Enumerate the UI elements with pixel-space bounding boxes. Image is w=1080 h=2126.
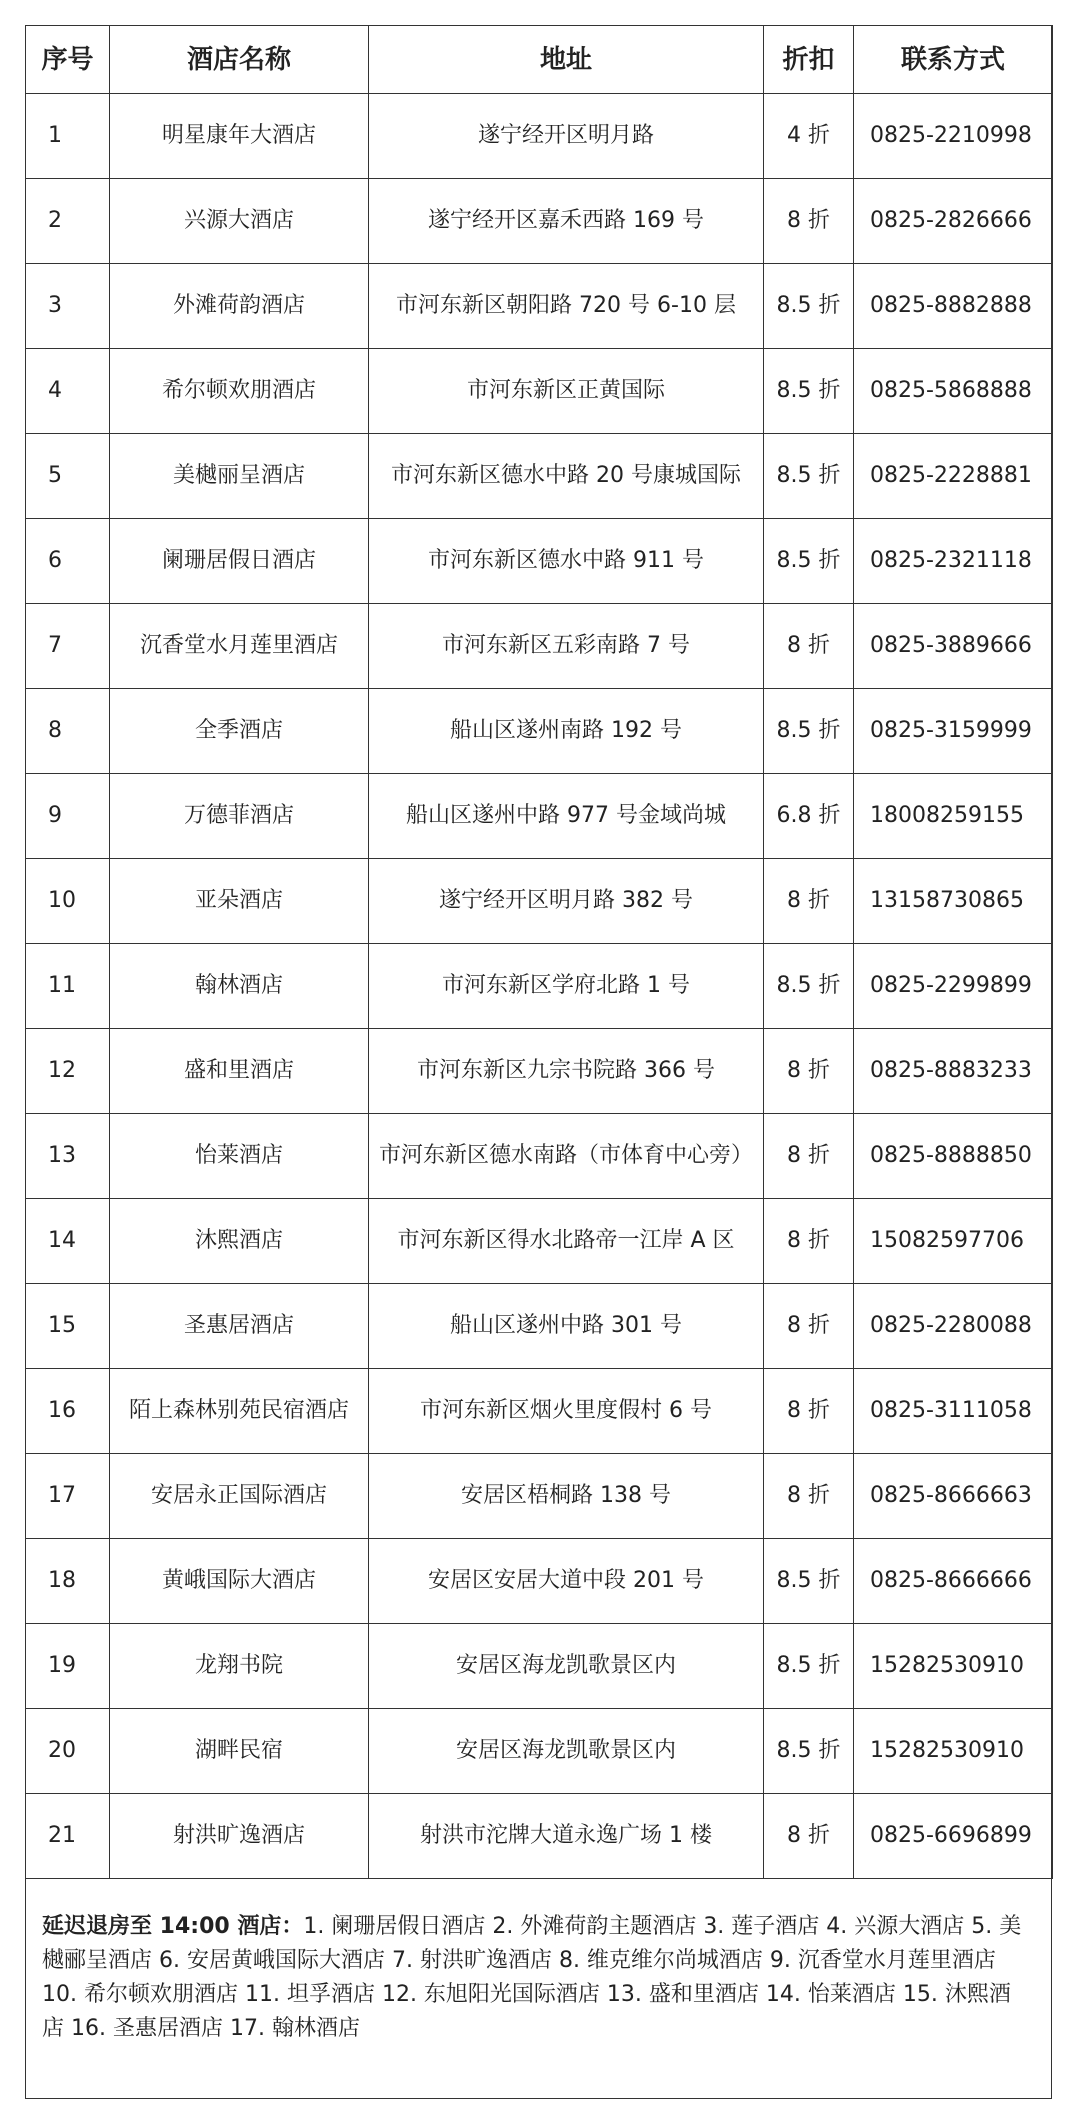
cell-address: 市河东新区烟火里度假村 6 号 <box>369 1369 764 1454</box>
cell-index: 15 <box>26 1284 110 1369</box>
cell-contact: 0825-8666666 <box>854 1539 1053 1624</box>
cell-hotel-name: 亚朵酒店 <box>110 859 369 944</box>
cell-contact: 15282530910 <box>854 1624 1053 1709</box>
header-hotel-name: 酒店名称 <box>110 26 369 94</box>
cell-contact: 0825-2210998 <box>854 94 1053 179</box>
table-row <box>26 1369 1053 1454</box>
cell-address: 市河东新区德水中路 20 号康城国际 <box>369 434 764 519</box>
table-row <box>26 519 1053 604</box>
cell-discount: 8 折 <box>764 1114 854 1199</box>
cell-index: 20 <box>26 1709 110 1794</box>
table-row <box>26 349 1053 434</box>
cell-index: 9 <box>26 774 110 859</box>
cell-address: 市河东新区学府北路 1 号 <box>369 944 764 1029</box>
table-row <box>26 1454 1053 1539</box>
cell-discount: 6.8 折 <box>764 774 854 859</box>
cell-contact: 0825-2826666 <box>854 179 1053 264</box>
cell-index: 17 <box>26 1454 110 1539</box>
cell-index: 12 <box>26 1029 110 1114</box>
cell-discount: 8.5 折 <box>764 349 854 434</box>
table-row <box>26 179 1053 264</box>
late-checkout-note <box>42 1910 1032 2046</box>
cell-index: 4 <box>26 349 110 434</box>
cell-contact: 0825-8888850 <box>854 1114 1053 1199</box>
cell-contact: 0825-2299899 <box>854 944 1053 1029</box>
cell-index: 16 <box>26 1369 110 1454</box>
cell-address: 市河东新区正黄国际 <box>369 349 764 434</box>
table-row <box>26 1539 1053 1624</box>
cell-address: 市河东新区得水北路帝一江岸 A 区 <box>369 1199 764 1284</box>
header-discount: 折扣 <box>764 26 854 94</box>
cell-contact: 0825-2228881 <box>854 434 1053 519</box>
cell-hotel-name: 安居永正国际酒店 <box>110 1454 369 1539</box>
cell-hotel-name: 龙翔书院 <box>110 1624 369 1709</box>
cell-hotel-name: 美樾丽呈酒店 <box>110 434 369 519</box>
cell-hotel-name: 阑珊居假日酒店 <box>110 519 369 604</box>
cell-address: 射洪市沱牌大道永逸广场 1 楼 <box>369 1794 764 1879</box>
cell-hotel-name: 翰林酒店 <box>110 944 369 1029</box>
cell-discount: 4 折 <box>764 94 854 179</box>
cell-discount: 8.5 折 <box>764 944 854 1029</box>
cell-discount: 8.5 折 <box>764 689 854 774</box>
cell-contact: 0825-2280088 <box>854 1284 1053 1369</box>
table-row <box>26 604 1053 689</box>
cell-discount: 8.5 折 <box>764 1709 854 1794</box>
cell-hotel-name: 万德菲酒店 <box>110 774 369 859</box>
table-row <box>26 1624 1053 1709</box>
cell-index: 2 <box>26 179 110 264</box>
cell-discount: 8 折 <box>764 1284 854 1369</box>
cell-address: 船山区遂州中路 977 号金域尚城 <box>369 774 764 859</box>
cell-hotel-name: 希尔顿欢朋酒店 <box>110 349 369 434</box>
cell-contact: 18008259155 <box>854 774 1053 859</box>
cell-address: 市河东新区德水南路（市体育中心旁） <box>369 1114 764 1199</box>
table-row <box>26 94 1053 179</box>
cell-contact: 0825-3111058 <box>854 1369 1053 1454</box>
cell-discount: 8.5 折 <box>764 1539 854 1624</box>
cell-discount: 8.5 折 <box>764 1624 854 1709</box>
cell-contact: 13158730865 <box>854 859 1053 944</box>
cell-address: 遂宁经开区明月路 <box>369 94 764 179</box>
cell-index: 11 <box>26 944 110 1029</box>
cell-discount: 8 折 <box>764 1454 854 1539</box>
cell-index: 10 <box>26 859 110 944</box>
cell-hotel-name: 怡莱酒店 <box>110 1114 369 1199</box>
cell-index: 18 <box>26 1539 110 1624</box>
cell-contact: 15282530910 <box>854 1709 1053 1794</box>
table-row <box>26 689 1053 774</box>
cell-discount: 8 折 <box>764 1199 854 1284</box>
table-header-row <box>26 26 1053 94</box>
cell-contact: 0825-3889666 <box>854 604 1053 689</box>
cell-index: 1 <box>26 94 110 179</box>
table-row <box>26 1709 1053 1794</box>
note-text: 1. 阑珊居假日酒店 2. 外滩荷韵主题酒店 3. 莲子酒店 4. 兴源大酒店 5. 美樾郦呈酒店 6. 安居黄峨国际大酒店 7. 射洪旷逸酒店 8. 维克维尔尚城酒店 9. 沉香堂水月莲里酒店 10. 希尔顿欢朋酒店 11. 坦孚酒店 12. 东旭阳光国际酒店 13. 盛和里酒店 14. 怡莱酒店 15. 沐熙酒店 16. 圣惠居酒店 17. 翰林酒店 <box>42 1914 1022 2041</box>
table-row <box>26 1199 1053 1284</box>
cell-address: 市河东新区德水中路 911 号 <box>369 519 764 604</box>
cell-address: 安居区梧桐路 138 号 <box>369 1454 764 1539</box>
header-contact: 联系方式 <box>854 26 1053 94</box>
table-row <box>26 1029 1053 1114</box>
cell-contact: 0825-6696899 <box>854 1794 1053 1879</box>
cell-discount: 8 折 <box>764 179 854 264</box>
cell-index: 3 <box>26 264 110 349</box>
cell-address: 市河东新区九宗书院路 366 号 <box>369 1029 764 1114</box>
table-row <box>26 1284 1053 1369</box>
cell-contact: 0825-5868888 <box>854 349 1053 434</box>
cell-hotel-name: 兴源大酒店 <box>110 179 369 264</box>
cell-index: 7 <box>26 604 110 689</box>
cell-discount: 8 折 <box>764 604 854 689</box>
cell-address: 安居区安居大道中段 201 号 <box>369 1539 764 1624</box>
table-row <box>26 1114 1053 1199</box>
cell-address: 遂宁经开区明月路 382 号 <box>369 859 764 944</box>
cell-discount: 8.5 折 <box>764 264 854 349</box>
cell-address: 遂宁经开区嘉禾西路 169 号 <box>369 179 764 264</box>
table-row <box>26 944 1053 1029</box>
cell-hotel-name: 沉香堂水月莲里酒店 <box>110 604 369 689</box>
header-index: 序号 <box>26 26 110 94</box>
table-row <box>26 264 1053 349</box>
cell-hotel-name: 全季酒店 <box>110 689 369 774</box>
cell-index: 19 <box>26 1624 110 1709</box>
cell-contact: 0825-8883233 <box>854 1029 1053 1114</box>
cell-contact: 15082597706 <box>854 1199 1053 1284</box>
cell-contact: 0825-8882888 <box>854 264 1053 349</box>
cell-hotel-name: 陌上森林别苑民宿酒店 <box>110 1369 369 1454</box>
cell-hotel-name: 盛和里酒店 <box>110 1029 369 1114</box>
cell-index: 8 <box>26 689 110 774</box>
cell-discount: 8 折 <box>764 859 854 944</box>
cell-index: 5 <box>26 434 110 519</box>
cell-address: 市河东新区五彩南路 7 号 <box>369 604 764 689</box>
cell-hotel-name: 黄峨国际大酒店 <box>110 1539 369 1624</box>
cell-hotel-name: 明星康年大酒店 <box>110 94 369 179</box>
cell-address: 船山区遂州中路 301 号 <box>369 1284 764 1369</box>
cell-index: 14 <box>26 1199 110 1284</box>
cell-discount: 8.5 折 <box>764 519 854 604</box>
header-address: 地址 <box>369 26 764 94</box>
cell-contact: 0825-3159999 <box>854 689 1053 774</box>
hotel-table <box>25 25 1053 1879</box>
table-row <box>26 859 1053 944</box>
cell-index: 13 <box>26 1114 110 1199</box>
cell-hotel-name: 沐熙酒店 <box>110 1199 369 1284</box>
cell-discount: 8.5 折 <box>764 434 854 519</box>
cell-contact: 0825-8666663 <box>854 1454 1053 1539</box>
cell-address: 安居区海龙凯歌景区内 <box>369 1709 764 1794</box>
cell-hotel-name: 外滩荷韵酒店 <box>110 264 369 349</box>
cell-address: 安居区海龙凯歌景区内 <box>369 1624 764 1709</box>
note-label: 延迟退房至 14:00 酒店： <box>42 1914 304 1939</box>
table-row <box>26 774 1053 859</box>
cell-address: 市河东新区朝阳路 720 号 6-10 层 <box>369 264 764 349</box>
cell-index: 6 <box>26 519 110 604</box>
cell-address: 船山区遂州南路 192 号 <box>369 689 764 774</box>
cell-contact: 0825-2321118 <box>854 519 1053 604</box>
cell-hotel-name: 湖畔民宿 <box>110 1709 369 1794</box>
cell-hotel-name: 射洪旷逸酒店 <box>110 1794 369 1879</box>
cell-discount: 8 折 <box>764 1369 854 1454</box>
cell-index: 21 <box>26 1794 110 1879</box>
table-row <box>26 1794 1053 1879</box>
cell-hotel-name: 圣惠居酒店 <box>110 1284 369 1369</box>
table-row <box>26 434 1053 519</box>
cell-discount: 8 折 <box>764 1029 854 1114</box>
cell-discount: 8 折 <box>764 1794 854 1879</box>
